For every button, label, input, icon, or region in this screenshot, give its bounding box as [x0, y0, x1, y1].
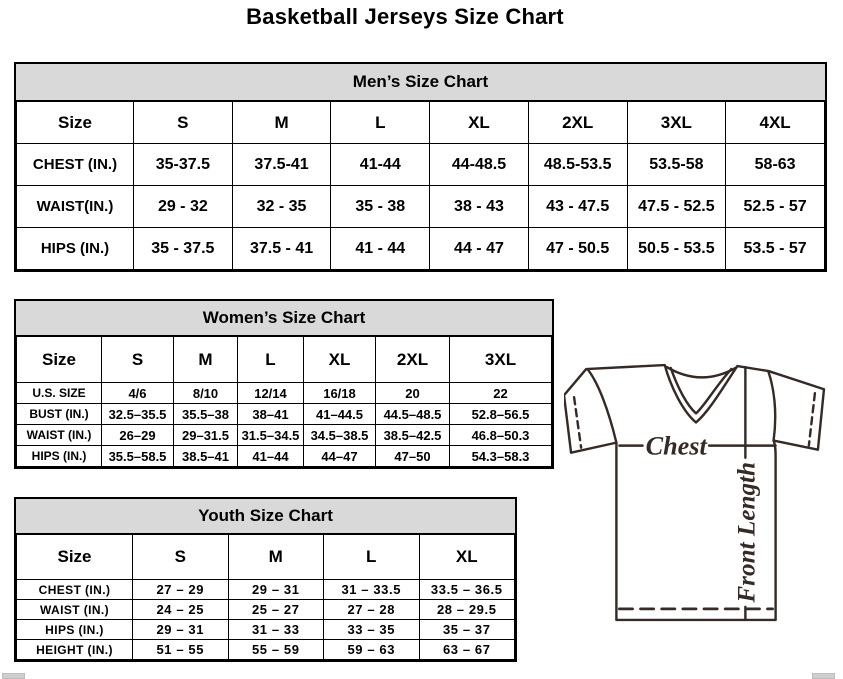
size-value-cell: 4/6	[102, 383, 174, 404]
size-value-cell: 54.3–58.3	[450, 446, 552, 467]
table-row	[17, 425, 552, 446]
column-header: 3XL	[450, 337, 552, 383]
size-value-cell: 29 – 31	[133, 620, 229, 640]
table-row	[17, 404, 552, 425]
size-value-cell: 48.5-53.5	[528, 144, 627, 186]
column-header: S	[134, 102, 233, 144]
column-header: L	[324, 535, 420, 580]
row-label: HIPS (IN.)	[17, 620, 133, 640]
youth-chart-title: Youth Size Chart	[16, 499, 515, 534]
size-value-cell: 25 – 27	[228, 600, 324, 620]
size-value-cell: 37.5 - 41	[232, 228, 331, 270]
size-value-cell: 31.5–34.5	[238, 425, 304, 446]
column-header: L	[238, 337, 304, 383]
row-label: HEIGHT (IN.)	[17, 640, 133, 660]
size-value-cell: 29 – 31	[228, 580, 324, 600]
header-row	[17, 337, 552, 383]
column-header: Size	[17, 102, 134, 144]
size-value-cell: 52.8–56.5	[450, 404, 552, 425]
front-length-measure-label: Front Length	[733, 461, 761, 603]
table-row	[17, 600, 515, 620]
left-cuff-stitch	[574, 397, 581, 447]
size-value-cell: 41 - 44	[331, 228, 430, 270]
size-value-cell: 63 – 67	[419, 640, 515, 660]
size-value-cell: 24 – 25	[133, 600, 229, 620]
size-value-cell: 41–44.5	[304, 404, 376, 425]
size-value-cell: 31 – 33.5	[324, 580, 420, 600]
size-value-cell: 35 - 38	[331, 186, 430, 228]
size-value-cell: 37.5-41	[232, 144, 331, 186]
size-value-cell: 31 – 33	[228, 620, 324, 640]
size-value-cell: 35.5–38	[174, 404, 238, 425]
youth-size-chart	[14, 497, 517, 662]
size-value-cell: 50.5 - 53.5	[627, 228, 726, 270]
size-value-cell: 53.5 - 57	[726, 228, 825, 270]
column-header: M	[174, 337, 238, 383]
column-header: XL	[304, 337, 376, 383]
table-row	[17, 144, 825, 186]
size-value-cell: 33.5 – 36.5	[419, 580, 515, 600]
size-value-cell: 20	[376, 383, 450, 404]
mens-chart-title: Men’s Size Chart	[16, 64, 825, 101]
row-label: HIPS (IN.)	[17, 446, 102, 467]
column-header: Size	[17, 535, 133, 580]
size-value-cell: 44 - 47	[430, 228, 529, 270]
column-header: XL	[419, 535, 515, 580]
table-row	[17, 620, 515, 640]
column-header: Size	[17, 337, 102, 383]
size-value-cell: 16/18	[304, 383, 376, 404]
column-header: 2XL	[528, 102, 627, 144]
size-value-cell: 12/14	[238, 383, 304, 404]
size-value-cell: 44–47	[304, 446, 376, 467]
youth-size-table	[16, 534, 515, 660]
table-row	[17, 640, 515, 660]
row-label: U.S. SIZE	[17, 383, 102, 404]
size-value-cell: 58-63	[726, 144, 825, 186]
size-value-cell: 27 – 29	[133, 580, 229, 600]
womens-size-chart	[14, 299, 554, 469]
column-header: S	[133, 535, 229, 580]
size-value-cell: 35 – 37	[419, 620, 515, 640]
size-value-cell: 38 - 43	[430, 186, 529, 228]
table-row	[17, 580, 515, 600]
left-armhole-seam	[588, 370, 616, 443]
row-label: WAIST (IN.)	[17, 600, 133, 620]
size-value-cell: 22	[450, 383, 552, 404]
column-header: XL	[430, 102, 529, 144]
column-header: 4XL	[726, 102, 825, 144]
column-header: 2XL	[376, 337, 450, 383]
size-value-cell: 43 - 47.5	[528, 186, 627, 228]
size-value-cell: 35-37.5	[134, 144, 233, 186]
row-label: BUST (IN.)	[17, 404, 102, 425]
size-value-cell: 46.8–50.3	[450, 425, 552, 446]
header-row	[17, 102, 825, 144]
size-value-cell: 47.5 - 52.5	[627, 186, 726, 228]
mens-size-table	[16, 101, 825, 270]
column-header: L	[331, 102, 430, 144]
size-value-cell: 27 – 28	[324, 600, 420, 620]
size-value-cell: 44-48.5	[430, 144, 529, 186]
table-row	[17, 383, 552, 404]
row-label: HIPS (IN.)	[17, 228, 134, 270]
size-value-cell: 26–29	[102, 425, 174, 446]
size-value-cell: 32 - 35	[232, 186, 331, 228]
jersey-outline	[564, 365, 824, 620]
size-value-cell: 47 - 50.5	[528, 228, 627, 270]
size-value-cell: 34.5–38.5	[304, 425, 376, 446]
size-value-cell: 8/10	[174, 383, 238, 404]
size-value-cell: 35.5–58.5	[102, 446, 174, 467]
scrollbar-fragment-left[interactable]	[2, 673, 25, 679]
right-cuff-stitch	[809, 393, 815, 445]
chest-measure-label: Chest	[645, 431, 707, 461]
size-value-cell: 53.5-58	[627, 144, 726, 186]
jersey-measurement-diagram	[564, 361, 828, 625]
size-value-cell: 52.5 - 57	[726, 186, 825, 228]
row-label: CHEST (IN.)	[17, 144, 134, 186]
page-title: Basketball Jerseys Size Chart	[246, 4, 564, 29]
womens-size-table	[16, 336, 552, 467]
table-row	[17, 186, 825, 228]
column-header: 3XL	[627, 102, 726, 144]
size-value-cell: 32.5–35.5	[102, 404, 174, 425]
header-row	[17, 535, 515, 580]
table-row	[17, 228, 825, 270]
size-value-cell: 47–50	[376, 446, 450, 467]
row-label: WAIST(IN.)	[17, 186, 134, 228]
size-value-cell: 44.5–48.5	[376, 404, 450, 425]
column-header: S	[102, 337, 174, 383]
row-label: WAIST (IN.)	[17, 425, 102, 446]
size-value-cell: 41-44	[331, 144, 430, 186]
size-value-cell: 29 - 32	[134, 186, 233, 228]
size-value-cell: 38.5–42.5	[376, 425, 450, 446]
size-value-cell: 28 – 29.5	[419, 600, 515, 620]
size-value-cell: 33 – 35	[324, 620, 420, 640]
table-row	[17, 446, 552, 467]
size-value-cell: 59 – 63	[324, 640, 420, 660]
size-value-cell: 38.5–41	[174, 446, 238, 467]
size-value-cell: 55 – 59	[228, 640, 324, 660]
column-header: M	[232, 102, 331, 144]
scrollbar-fragment-right[interactable]	[812, 673, 835, 679]
right-armhole-seam	[769, 372, 776, 441]
size-value-cell: 41–44	[238, 446, 304, 467]
size-value-cell: 51 – 55	[133, 640, 229, 660]
row-label: CHEST (IN.)	[17, 580, 133, 600]
size-value-cell: 35 - 37.5	[134, 228, 233, 270]
column-header: M	[228, 535, 324, 580]
size-value-cell: 29–31.5	[174, 425, 238, 446]
mens-size-chart	[14, 62, 827, 272]
size-value-cell: 38–41	[238, 404, 304, 425]
jersey-illustration	[564, 361, 828, 625]
womens-chart-title: Women’s Size Chart	[16, 301, 552, 336]
